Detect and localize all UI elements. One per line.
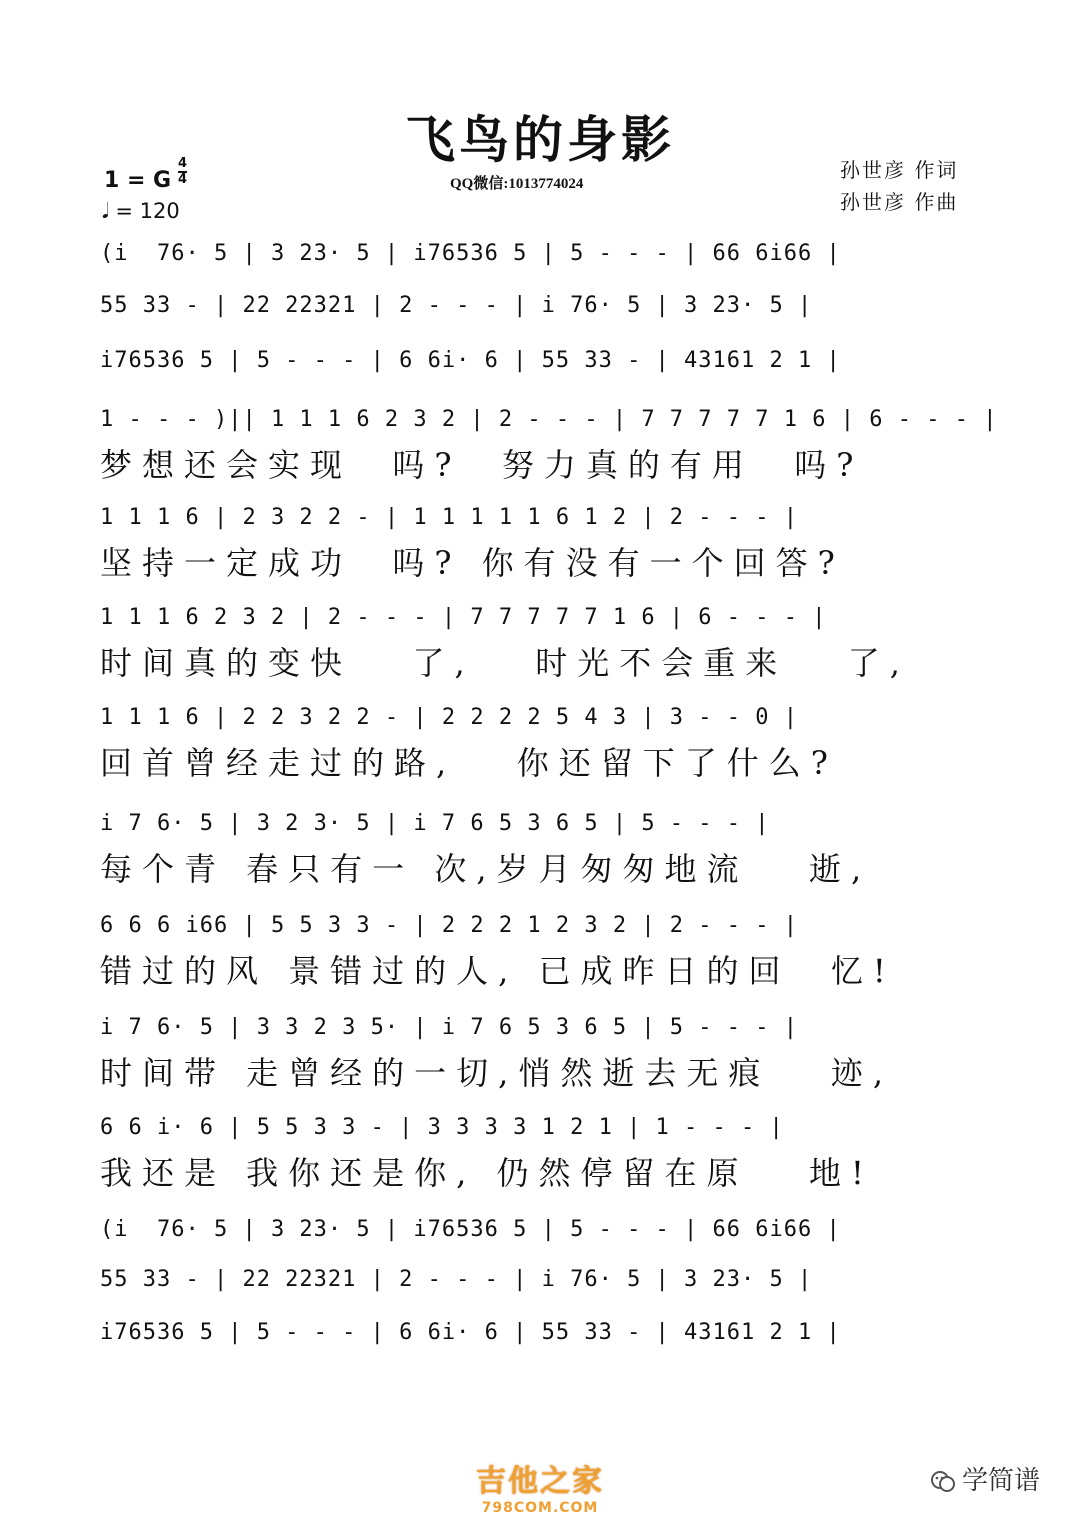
score-line (100, 600, 980, 640)
notation-text: i 7 6· 5 | 3 2 3· 5 | i 7 6 5 3 6 5 | 5 - - - | (100, 811, 770, 836)
lyric-line: 错过的风 景错过的人, 已成昨日的回 忆! (100, 952, 896, 990)
score-line (100, 402, 998, 442)
score-line (100, 343, 980, 383)
logo-sub-text: 798COM.COM (481, 1500, 599, 1516)
score-line (100, 1262, 980, 1302)
song-title: 飞鸟的身影 (405, 110, 675, 169)
score-line (100, 700, 980, 740)
composer-credit: 孙世彦 作曲 (840, 190, 959, 214)
notation-text: i76536 5 | 5 - - - | 6 6i· 6 | 55 33 - | 43161 2 1 | (100, 348, 841, 373)
wechat-label: 学简谱 (962, 1466, 1041, 1496)
notation-text: 55 33 - | 22 22321 | 2 - - - | i 76· 5 | 3 23· 5 | (100, 293, 813, 318)
contact-info: QQ微信:1013774024 (450, 176, 584, 192)
notation-text: 6 6 i· 6 | 5 5 3 3 - | 3 3 3 3 1 2 1 | 1 - - - | (100, 1115, 784, 1140)
score-line (100, 236, 980, 276)
lyric-line: 梦想还会实现 吗? 努力真的有用 吗? (100, 446, 864, 484)
notation-text: 1 - - - )|| 1 1 1 6 2 3 2 | 2 - - - | 7 7 7 7 7 1 6 | 6 - - - | (100, 407, 998, 432)
lyric-line: 每个青 春只有一 次,岁月匆匆地流 逝, (100, 850, 872, 888)
wechat-icon (930, 1469, 956, 1495)
logo-main-text: 吉他之家 (476, 1464, 604, 1499)
score-line (100, 500, 980, 540)
lyricist-credit: 孙世彦 作词 (840, 158, 959, 182)
tempo-marking: 𝅘𝅥 = 120 (102, 199, 180, 223)
notation-text: i76536 5 | 5 - - - | 6 6i· 6 | 55 33 - | 43161 2 1 | (100, 1320, 841, 1345)
notation-text: 55 33 - | 22 22321 | 2 - - - | i 76· 5 | 3 23· 5 | (100, 1267, 813, 1292)
wechat-badge (930, 1460, 1040, 1497)
score-line (100, 1315, 980, 1355)
time-signature (178, 157, 187, 187)
score-line (100, 288, 980, 328)
notation-text: 1 1 1 6 | 2 2 3 2 2 - | 2 2 2 2 5 4 3 | 3 - - 0 | (100, 705, 799, 730)
lyric-line: 时间真的变快 了, 时光不会重来 了, (100, 644, 910, 682)
key-signature: 1 = G (104, 168, 172, 193)
lyric-line: 我还是 我你还是你, 仍然停留在原 地! (100, 1154, 874, 1192)
lyric-line: 坚持一定成功 吗? 你有没有一个回答? (100, 544, 845, 582)
notation-text: (i 76· 5 | 3 23· 5 | i76536 5 | 5 - - - | 66 6i66 | (100, 241, 841, 266)
score-line (100, 1212, 980, 1252)
time-denominator: 4 (178, 172, 188, 187)
time-numerator: 4 (178, 156, 188, 171)
site-logo (440, 1456, 640, 1516)
score-line (100, 908, 980, 948)
notation-text: 1 1 1 6 | 2 3 2 2 - | 1 1 1 1 1 6 1 2 | 2 - - - | (100, 505, 799, 530)
lyric-line: 时间带 走曾经的一切,悄然逝去无痕 迹, (100, 1054, 894, 1092)
lyric-line: 回首曾经走过的路, 你还留下了什么? (100, 744, 838, 782)
score-line (100, 806, 980, 846)
notation-text: i 7 6· 5 | 3 3 2 3 5· | i 7 6 5 3 6 5 | 5 - - - | (100, 1015, 799, 1040)
score-line (100, 1010, 980, 1050)
notation-text: 1 1 1 6 2 3 2 | 2 - - - | 7 7 7 7 7 1 6 | 6 - - - | (100, 605, 827, 630)
score-line (100, 1110, 980, 1150)
notation-text: 6 6 6 i66 | 5 5 3 3 - | 2 2 2 1 2 3 2 | 2 - - - | (100, 913, 799, 938)
notation-text: (i 76· 5 | 3 23· 5 | i76536 5 | 5 - - - | 66 6i66 | (100, 1217, 841, 1242)
